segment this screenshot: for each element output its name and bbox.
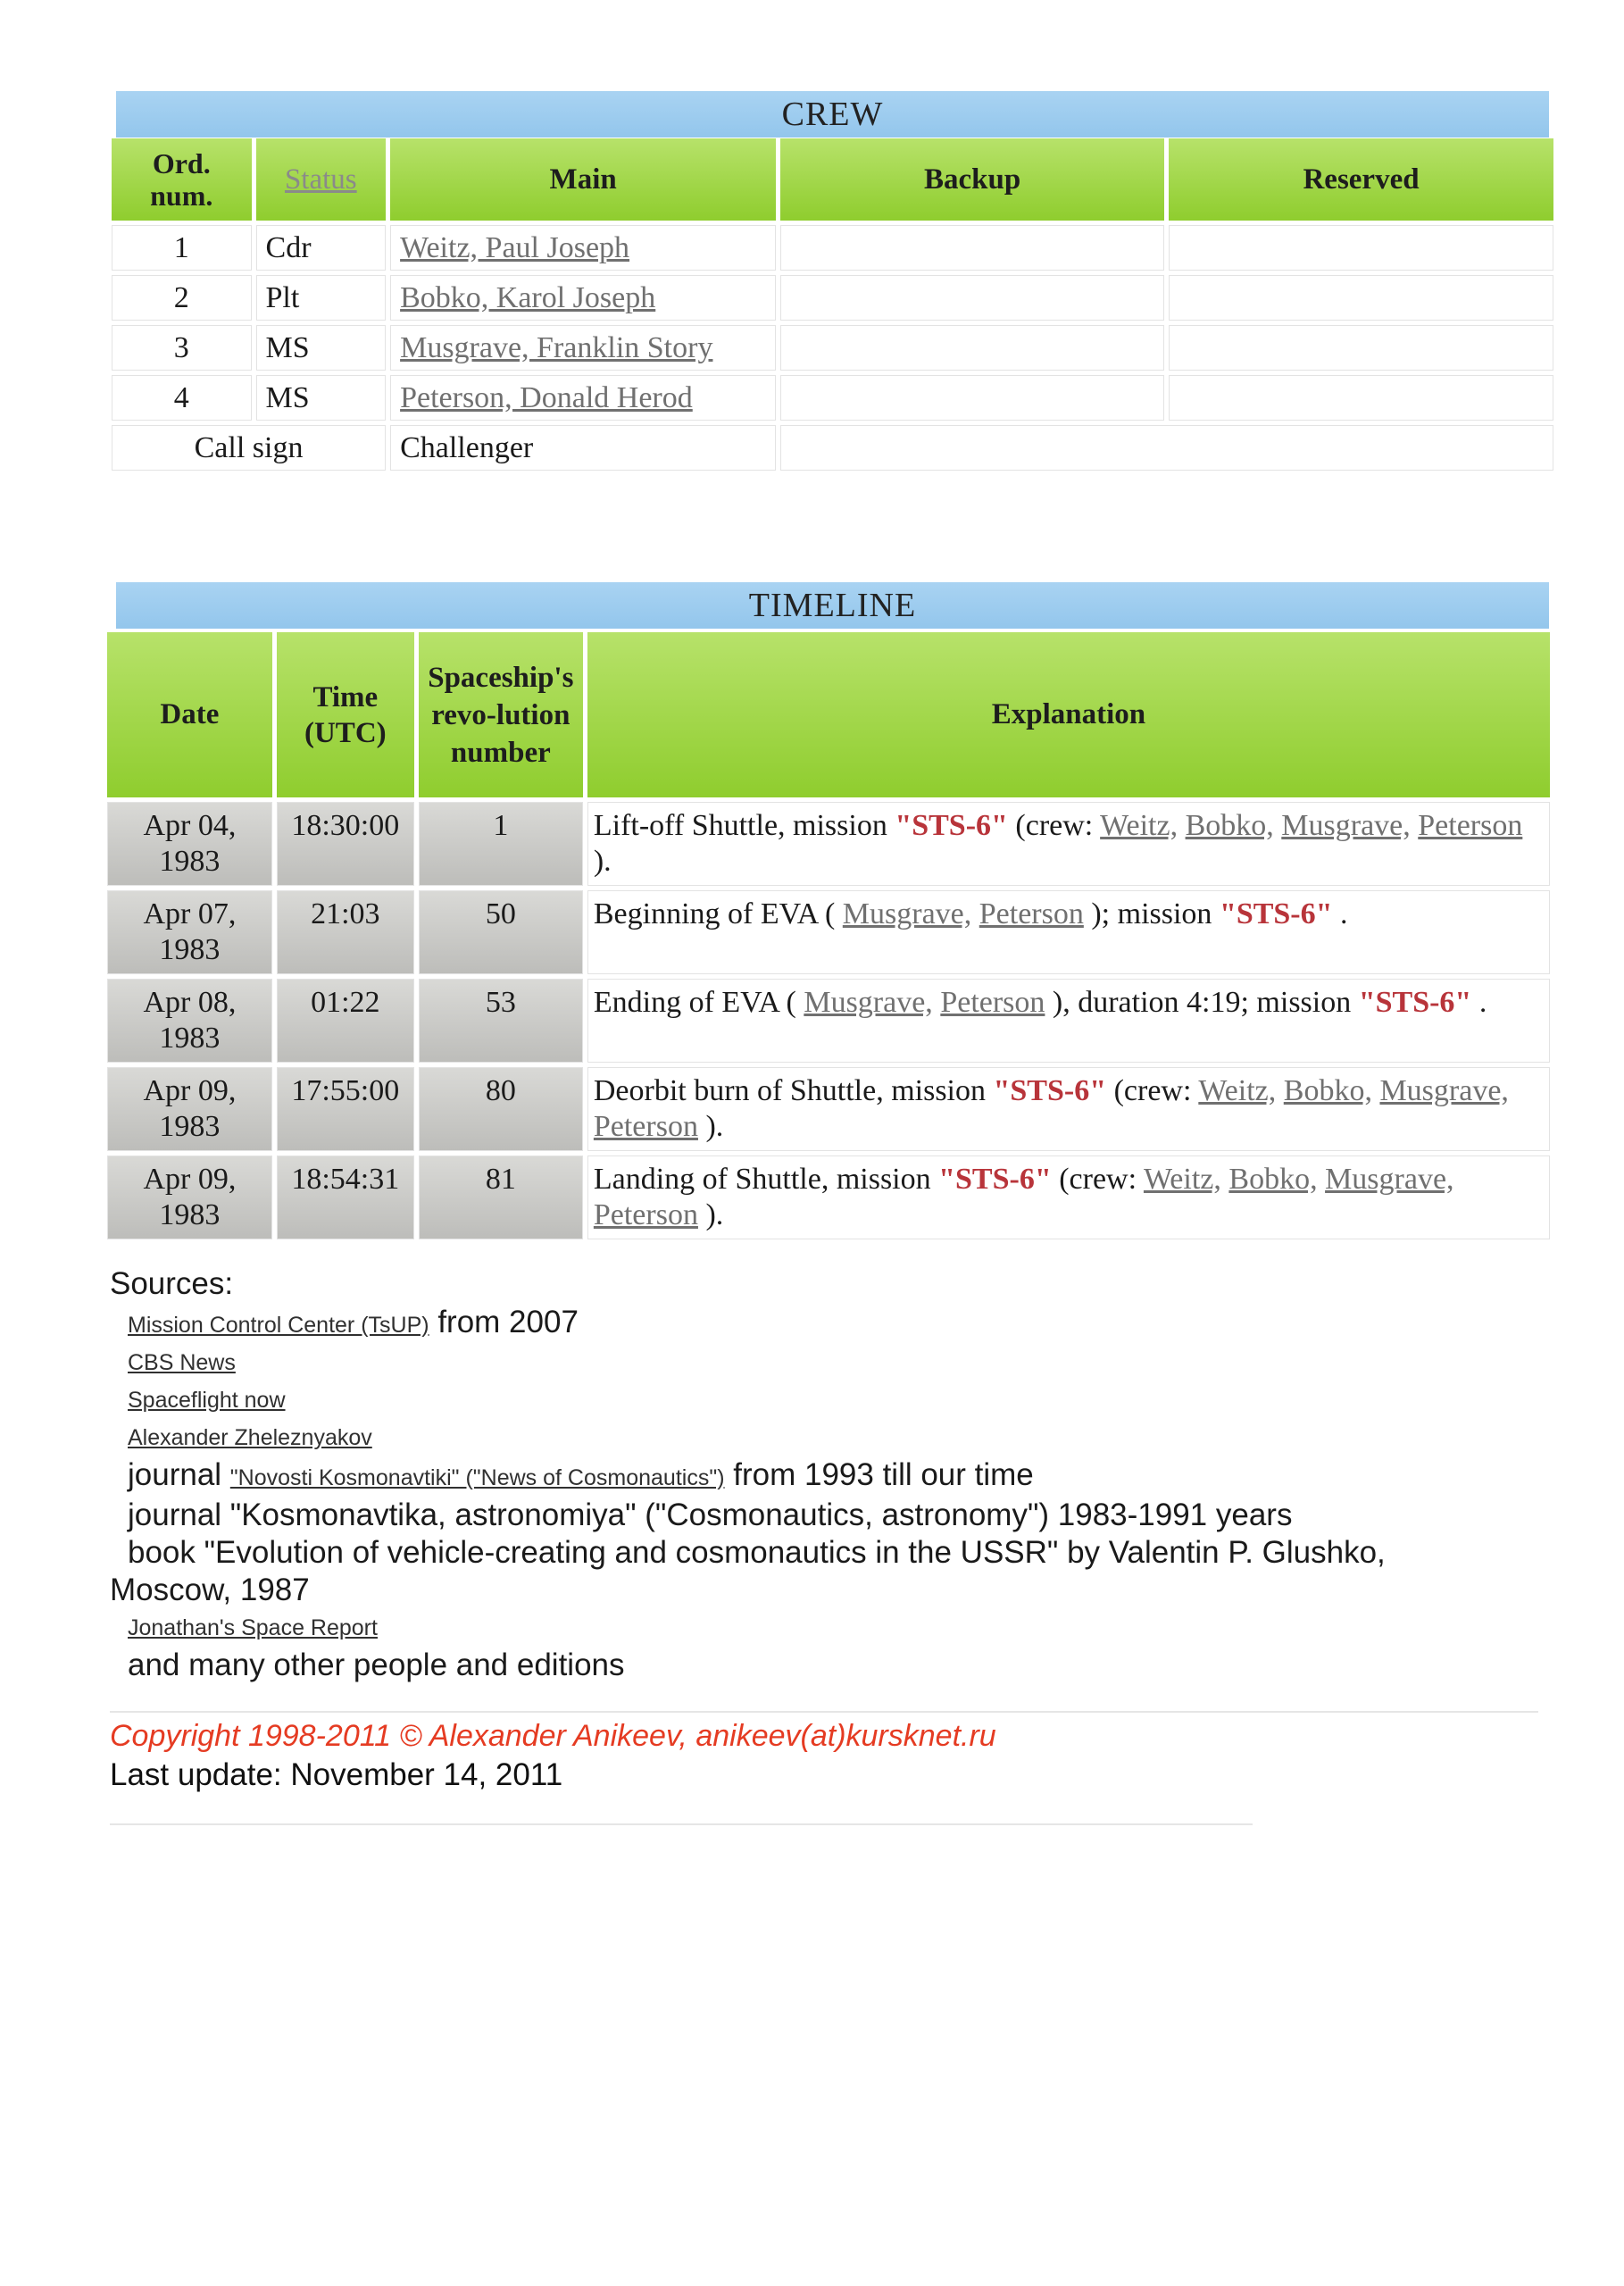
cbs-news-link[interactable]: CBS News [128, 1350, 236, 1375]
crew-main-link[interactable]: Weitz, Paul Joseph [400, 231, 630, 264]
crew-num: 3 [112, 325, 252, 371]
timeline-table [103, 628, 1554, 1244]
crew-link-musgrave[interactable]: Musgrave, [804, 986, 933, 1019]
mission-name: "STS-6" [993, 1074, 1107, 1107]
crew-main[interactable] [390, 275, 776, 321]
novosti-kosmonavtiki-link[interactable]: "Novosti Kosmonavtiki" ("News of Cosmonautics") [229, 1465, 725, 1490]
crew-link-peterson[interactable]: Peterson [1418, 809, 1523, 842]
source-line [110, 1609, 1538, 1647]
exp-text: ), duration 4:19; mission [1045, 986, 1359, 1019]
crew-num: 4 [112, 375, 252, 421]
crew-link-weitz[interactable]: Weitz, [1198, 1074, 1277, 1107]
crew-status: MS [256, 325, 387, 371]
timeline-row [107, 1067, 1550, 1151]
crew-row [112, 375, 1553, 421]
copyright: Copyright 1998-2011 © Alexander Anikeev, anikeev(at)kursknet.ru [110, 1719, 996, 1753]
mission-name: "STS-6" [895, 809, 1008, 842]
exp-text: . [1471, 986, 1487, 1019]
timeline-date: Apr 09, 1983 [107, 1156, 272, 1239]
timeline-rev: 50 [419, 890, 583, 974]
crew-link-weitz[interactable]: Weitz, [1143, 1163, 1221, 1196]
crew-main[interactable] [390, 325, 776, 371]
source-text: journal "Kosmonavtika, astronomiya" ("Cosmonautics, astronomy") 1983-1991 years [128, 1498, 1293, 1532]
timeline-time: 18:30:00 [277, 802, 414, 886]
timeline-explanation [587, 1156, 1550, 1239]
exp-text: (crew: [1051, 1163, 1144, 1196]
timeline-explanation [587, 802, 1550, 886]
spaceflight-now-link[interactable]: Spaceflight now [128, 1388, 286, 1413]
crew-main-link[interactable]: Musgrave, Franklin Story [400, 331, 713, 364]
exp-text: ); mission [1083, 897, 1220, 930]
timeline-explanation [587, 1067, 1550, 1151]
source-line [110, 1456, 1538, 1497]
crew-reserved [1169, 325, 1553, 371]
crew-reserved [1169, 225, 1553, 271]
timeline-time: 21:03 [277, 890, 414, 974]
header-main: Main [390, 138, 776, 221]
exp-text: ). [705, 1198, 724, 1231]
header-date: Date [107, 632, 272, 797]
timeline-row [107, 1156, 1550, 1239]
crew-link-musgrave[interactable]: Musgrave, [1379, 1074, 1509, 1107]
timeline-row [107, 979, 1550, 1063]
source-text: journal [128, 1457, 230, 1492]
exp-text: (crew: [1007, 809, 1101, 842]
crew-table [107, 134, 1558, 475]
crew-reserved [1169, 275, 1553, 321]
exp-text: Landing of Shuttle, mission [593, 1163, 939, 1196]
timeline-time: 18:54:31 [277, 1156, 414, 1239]
crew-main-link[interactable]: Peterson, Donald Herod [400, 381, 693, 414]
source-line [110, 1304, 1538, 1344]
crew-backup [780, 325, 1164, 371]
timeline-title: TIMELINE [116, 582, 1549, 629]
timeline-date: Apr 09, 1983 [107, 1067, 272, 1151]
crew-num: 1 [112, 225, 252, 271]
crew-reserved [1169, 375, 1553, 421]
crew-backup [780, 275, 1164, 321]
divider [110, 1823, 1253, 1825]
call-sign-empty [780, 425, 1553, 471]
header-status[interactable] [256, 138, 387, 221]
source-line [110, 1381, 1538, 1419]
crew-status: Plt [256, 275, 387, 321]
mission-name: "STS-6" [938, 1163, 1052, 1196]
crew-link-bobko[interactable]: Bobko, [1283, 1074, 1372, 1107]
crew-link-peterson[interactable]: Peterson [593, 1198, 698, 1231]
jonathans-space-report-link[interactable]: Jonathan's Space Report [128, 1615, 378, 1640]
timeline-explanation [587, 890, 1550, 974]
crew-backup [780, 225, 1164, 271]
source-line [110, 1344, 1538, 1381]
crew-row [112, 275, 1553, 321]
crew-link-musgrave[interactable]: Musgrave, [1281, 809, 1411, 842]
call-sign-value: Challenger [390, 425, 776, 471]
crew-header-row [112, 138, 1553, 221]
timeline-date: Apr 08, 1983 [107, 979, 272, 1063]
divider [110, 1711, 1538, 1713]
crew-status: Cdr [256, 225, 387, 271]
crew-link-peterson[interactable]: Peterson [593, 1110, 698, 1143]
crew-link-peterson[interactable]: Peterson [979, 897, 1084, 930]
exp-text: Lift-off Shuttle, mission [593, 809, 895, 842]
exp-text: Ending of EVA ( [593, 986, 804, 1019]
timeline-rev: 1 [419, 802, 583, 886]
timeline-row [107, 802, 1550, 886]
crew-main-link[interactable]: Bobko, Karol Joseph [400, 281, 656, 314]
source-text: Moscow, 1987 [110, 1573, 310, 1607]
timeline-rev: 81 [419, 1156, 583, 1239]
crew-link-musgrave[interactable]: Musgrave, [842, 897, 972, 930]
mission-name: "STS-6" [1358, 986, 1472, 1019]
exp-text: Beginning of EVA ( [593, 897, 843, 930]
header-ord-num: Ord. num. [112, 138, 252, 221]
timeline-date: Apr 04, 1983 [107, 802, 272, 886]
exp-text: Deorbit burn of Shuttle, mission [593, 1074, 994, 1107]
timeline-explanation [587, 979, 1550, 1063]
crew-link-bobko[interactable]: Bobko, [1185, 809, 1274, 842]
header-backup: Backup [780, 138, 1164, 221]
last-update: Last update: November 14, 2011 [110, 1757, 563, 1792]
crew-row [112, 225, 1553, 271]
mission-control-link[interactable]: Mission Control Center (TsUP) [128, 1313, 429, 1338]
timeline-time: 17:55:00 [277, 1067, 414, 1151]
timeline-header-row [107, 632, 1550, 797]
timeline-time: 01:22 [277, 979, 414, 1063]
sources-section [110, 1266, 1538, 1684]
timeline-rev: 53 [419, 979, 583, 1063]
header-explanation: Explanation [587, 632, 1550, 797]
header-rev: Spaceship's revo-lution number [419, 632, 583, 797]
header-time: Time (UTC) [277, 632, 414, 797]
crew-backup [780, 375, 1164, 421]
exp-text: ). [705, 1110, 724, 1143]
source-text: from 1993 till our time [724, 1457, 1034, 1492]
exp-text: ). [593, 845, 612, 878]
source-text: from 2007 [429, 1305, 579, 1339]
source-text: book "Evolution of vehicle-creating and cosmonautics in the USSR" by Valentin P. Glushko, [128, 1535, 1386, 1570]
crew-link-bobko[interactable]: Bobko, [1228, 1163, 1318, 1196]
source-line [110, 1419, 1538, 1456]
timeline-rev: 80 [419, 1067, 583, 1151]
crew-row [112, 325, 1553, 371]
status-sort-link[interactable]: Status [284, 163, 357, 196]
call-sign-row [112, 425, 1553, 471]
crew-status: MS [256, 375, 387, 421]
crew-num: 2 [112, 275, 252, 321]
sources-heading: Sources: [110, 1266, 234, 1301]
crew-main[interactable] [390, 225, 776, 271]
header-reserved: Reserved [1169, 138, 1553, 221]
call-sign-label: Call sign [112, 425, 386, 471]
zheleznyakov-link[interactable]: Alexander Zheleznyakov [128, 1425, 372, 1450]
crew-link-weitz[interactable]: Weitz, [1100, 809, 1178, 842]
timeline-date: Apr 07, 1983 [107, 890, 272, 974]
timeline-row [107, 890, 1550, 974]
crew-link-musgrave[interactable]: Musgrave, [1325, 1163, 1454, 1196]
exp-text: (crew: [1106, 1074, 1199, 1107]
mission-name: "STS-6" [1219, 897, 1333, 930]
crew-link-peterson[interactable]: Peterson [940, 986, 1045, 1019]
crew-main[interactable] [390, 375, 776, 421]
source-text: and many other people and editions [128, 1648, 625, 1682]
exp-text: . [1332, 897, 1348, 930]
crew-title: CREW [116, 91, 1549, 138]
